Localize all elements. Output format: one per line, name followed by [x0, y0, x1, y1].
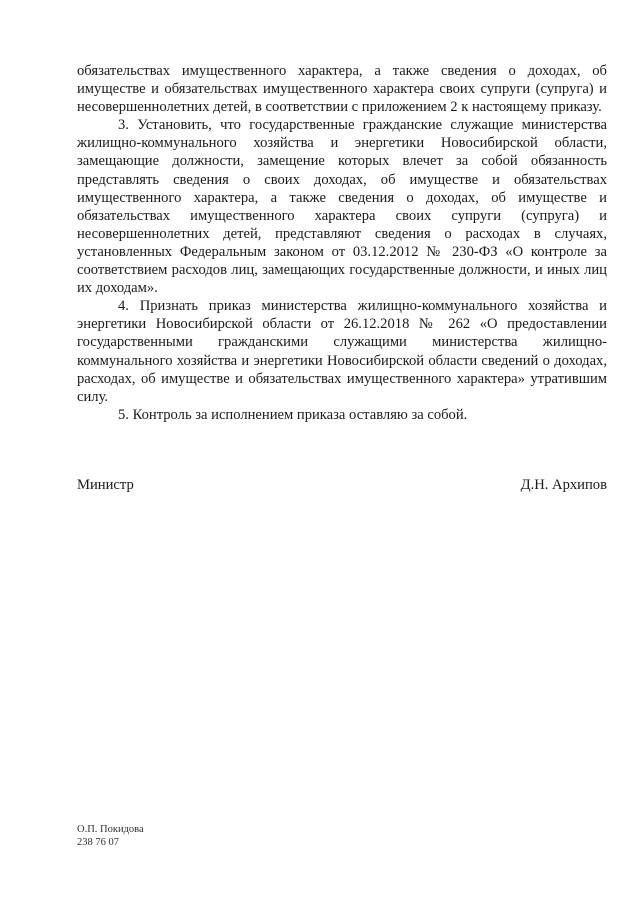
paragraph-item-5: 5. Контроль за исполнением приказа оставляю за собой. [118, 406, 468, 423]
executor-phone: 238 76 07 [77, 837, 119, 848]
paragraph-continuation: обязательствах имущественного характера, а также сведения о доходах, об имуществе и обязательствах имущественного характера своих супруги (супруга) и несовершеннолетних детей, в соответствии с приложением 2 к настоящему приказу. [77, 63, 607, 116]
executor-block [77, 823, 144, 849]
signature-block [77, 476, 607, 494]
document-body [77, 62, 607, 424]
signatory-name: Д.Н. Архипов [520, 477, 607, 493]
paragraph-item-4: 4. Признать приказ министерства жилищно-коммунального хозяйства и энергетики Новосибирской области от 26.12.2018 № 262 «О предоставлении государственными гражданскими служащими министерства жилищно-коммунального хозяйства и энергетики Новосибирской области сведений о доходах, расходах, об имуществе и обязательствах имущественного характера» утратившим силу. [77, 298, 607, 405]
paragraph-item-3: 3. Установить, что государственные гражданские служащие министерства жилищно-коммунального хозяйства и энергетики Новосибирской области, замещающие должности, замещение которых влечет за собой обязанность представлять сведения о своих доходах, об имуществе и обязательствах имущественного характера, а также сведения о доходах, об имуществе и обязательствах имущественного характера своих супруги (супруга) и несовершеннолетних детей, представляют сведения о расходах в случаях, установленных Федеральным законом от 03.12.2012 № 230-ФЗ «О контроле за соответствием расходов лиц, замещающих государственные должности, и иных лиц их доходам». [77, 117, 607, 297]
executor-name: О.П. Покидова [77, 824, 144, 835]
signatory-position: Министр [77, 477, 134, 493]
